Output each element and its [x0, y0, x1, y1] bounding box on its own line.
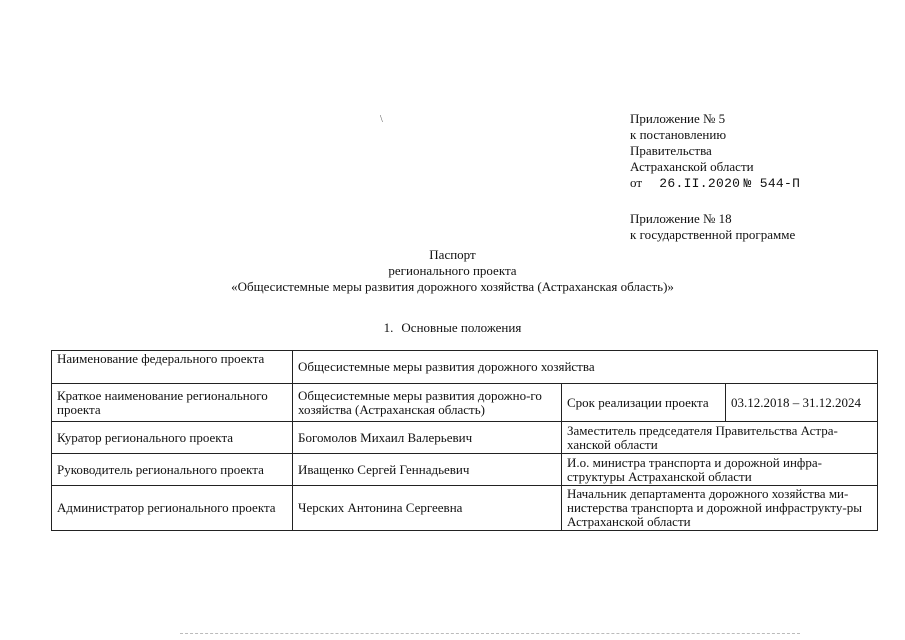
- appendix-5-line4: Астраханской области: [630, 159, 754, 174]
- scan-artifact-line: [180, 633, 800, 635]
- decree-line: [630, 175, 800, 192]
- table-row: [52, 486, 878, 531]
- table-row: [52, 454, 878, 486]
- section-label: Основные положения: [401, 320, 522, 335]
- passport-title: [0, 247, 905, 295]
- short-name-value: Общесистемные меры развития дорожно-го хозяйства (Астраханская область): [293, 384, 562, 422]
- passport-table: [51, 350, 878, 531]
- decree-date: 26.II.2020: [659, 176, 741, 191]
- appendix-5-line2: к постановлению: [630, 127, 727, 142]
- appendix-18-line2: к государственной программе: [630, 227, 796, 242]
- appendix-18-block: [630, 211, 795, 243]
- table-row: [52, 351, 878, 384]
- short-name-label: Краткое наименование регионального проекта: [52, 384, 293, 422]
- table-row: [52, 422, 878, 454]
- admin-name: Черских Антонина Сергеевна: [293, 486, 562, 531]
- admin-label: Администратор регионального проекта: [52, 486, 293, 531]
- stray-mark: \: [380, 114, 383, 125]
- passport-title-line3: «Общесистемные меры развития дорожного хозяйства (Астраханская область)»: [231, 279, 674, 294]
- decree-number: № 544-П: [743, 176, 801, 191]
- appendix-5-line3: Правительства: [630, 143, 712, 158]
- head-name: Иващенко Сергей Геннадьевич: [293, 454, 562, 486]
- appendix-5-title: Приложение № 5: [630, 111, 726, 126]
- curator-label: Куратор регионального проекта: [52, 422, 293, 454]
- head-label: Руководитель регионального проекта: [52, 454, 293, 486]
- section-heading: [0, 320, 905, 336]
- term-value: 03.12.2018 – 31.12.2024: [726, 384, 878, 422]
- passport-title-line2: регионального проекта: [388, 263, 517, 278]
- decree-from: от: [630, 175, 643, 190]
- federal-project-label: Наименование федерального проекта: [52, 351, 293, 384]
- federal-project-value: Общесистемные меры развития дорожного хозяйства: [293, 351, 878, 384]
- table-row: [52, 384, 878, 422]
- passport-title-line1: Паспорт: [429, 247, 476, 262]
- appendix-18-title: Приложение № 18: [630, 211, 732, 226]
- curator-position: Заместитель председателя Правительства Астра-ханской области: [562, 422, 878, 454]
- curator-name: Богомолов Михаил Валерьевич: [293, 422, 562, 454]
- admin-position: Начальник департамента дорожного хозяйства ми-нистерства транспорта и дорожной инфраструкту-ры Астраханской области: [562, 486, 878, 531]
- head-position: И.о. министра транспорта и дорожной инфра-структуры Астраханской области: [562, 454, 878, 486]
- appendix-5-block: [630, 111, 800, 192]
- section-number: 1.: [383, 320, 394, 335]
- term-label: Срок реализации проекта: [562, 384, 726, 422]
